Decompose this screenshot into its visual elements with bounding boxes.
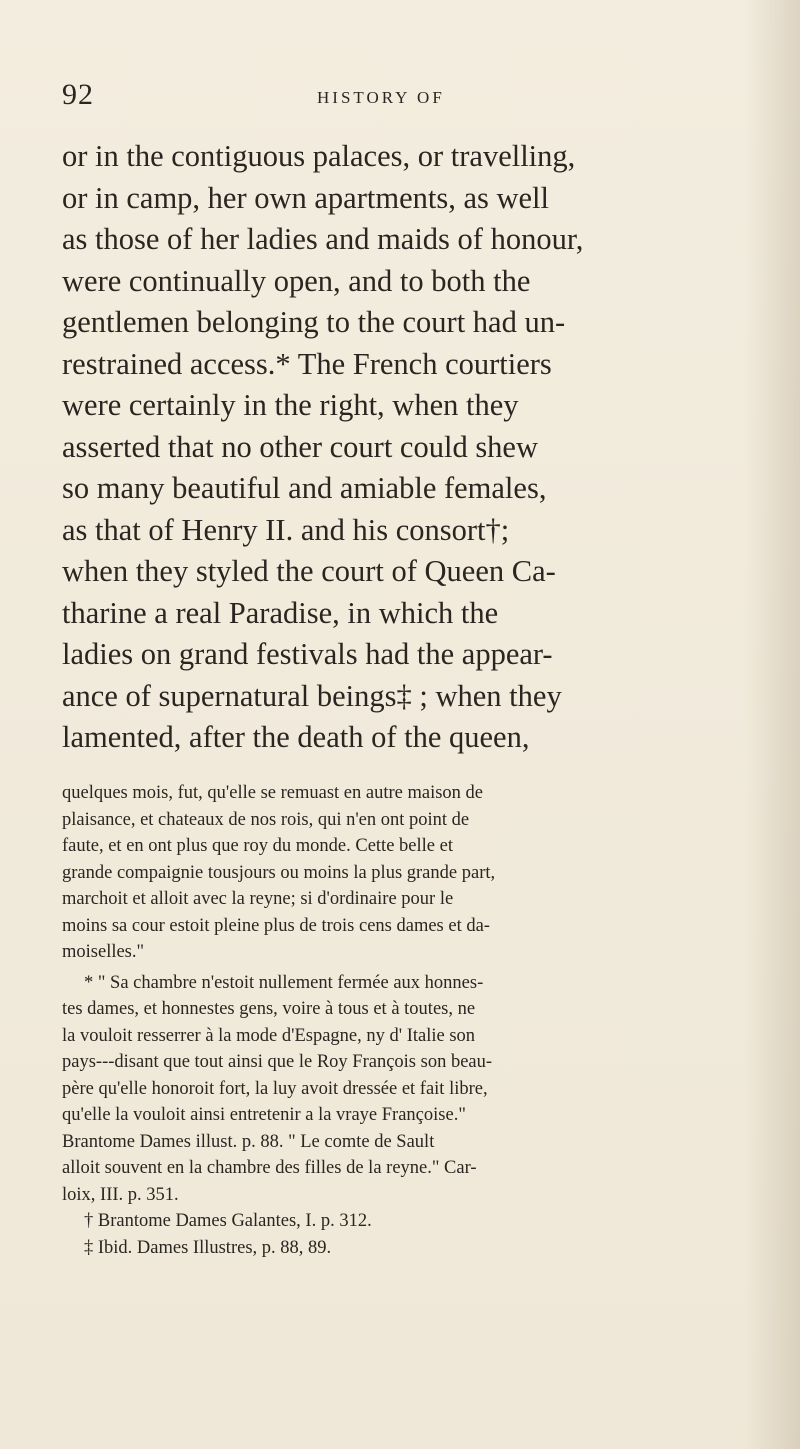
- footnote-line: loix, III. p. 351.: [62, 1184, 179, 1205]
- main-text: [62, 136, 752, 759]
- footnote-line: tes dames, et honnestes gens, voire à tous et à toutes, ne: [62, 999, 476, 1019]
- footnote-dagger: † Brantome Dames Galantes, I. p. 312.: [84, 1211, 372, 1231]
- footnote-line: quelques mois, fut, qu'elle se remuast en autre maison de: [62, 783, 484, 803]
- footnote-star: [62, 970, 752, 1209]
- text-line: were continually open, and to both the: [62, 263, 531, 298]
- footnote-line: moiselles.": [62, 942, 145, 962]
- text-line: so many beautiful and amiable females,: [62, 471, 547, 505]
- running-head: HISTORY OF: [317, 88, 445, 107]
- footnote-line: marchoit et alloit avec la reyne; si d'ordinaire pour le: [62, 889, 454, 909]
- text-line: gentlemen belonging to the court had un-: [62, 305, 566, 339]
- page-header: [62, 78, 742, 118]
- footnote-line: grande compaignie tousjours ou moins la plus grande part,: [62, 862, 496, 883]
- text-line: asserted that no other court could shew: [62, 429, 538, 464]
- text-line: ance of supernatural beings‡ ; when they: [62, 678, 562, 713]
- text-line: tharine a real Paradise, in which the: [62, 595, 499, 630]
- footnote-line: qu'elle la vouloit ainsi entretenir a la vraye Françoise.": [62, 1105, 466, 1125]
- text-line: lamented, after the death of the queen,: [62, 720, 530, 754]
- footnote-line: père qu'elle honoroit fort, la luy avoit dressée et fait libre,: [62, 1078, 488, 1099]
- footnote-line: moins sa cour estoit pleine plus de trois cens dames et da-: [62, 915, 490, 936]
- footnotes: [62, 780, 752, 1261]
- footnote-continued: [62, 780, 752, 966]
- text-line: or in the contiguous palaces, or travelling,: [62, 139, 576, 173]
- footnote-line: alloit souvent en la chambre des filles de la reyne." Car-: [62, 1158, 477, 1178]
- text-line: ladies on grand festivals had the appear-: [62, 637, 553, 671]
- page-number: 92: [62, 78, 94, 111]
- footnote-line: pays---disant que tout ainsi que le Roy François son beau-: [62, 1052, 493, 1072]
- text-line: were certainly in the right, when they: [62, 388, 519, 422]
- footnote-line: plaisance, et chateaux de nos rois, qui n'en ont point de: [62, 809, 470, 830]
- text-line: when they styled the court of Queen Ca-: [62, 554, 556, 588]
- footnote-double-dagger: ‡ Ibid. Dames Illustres, p. 88, 89.: [84, 1237, 332, 1258]
- text-line: as those of her ladies and maids of honour,: [62, 222, 584, 256]
- text-line: as that of Henry II. and his consort†;: [62, 512, 510, 547]
- footnote-line: faute, et en ont plus que roy du monde. Cette belle et: [62, 836, 453, 856]
- text-line: or in camp, her own apartments, as well: [62, 180, 550, 215]
- footnote-line: Brantome Dames illust. p. 88. " Le comte de Sault: [62, 1131, 435, 1152]
- text-line: restrained access.* The French courtiers: [62, 346, 552, 381]
- footnote-line: la vouloit resserrer à la mode d'Espagne, ny d' Italie son: [62, 1025, 476, 1046]
- footnote-line: * " Sa chambre n'estoit nullement fermée aux honnes-: [84, 972, 484, 993]
